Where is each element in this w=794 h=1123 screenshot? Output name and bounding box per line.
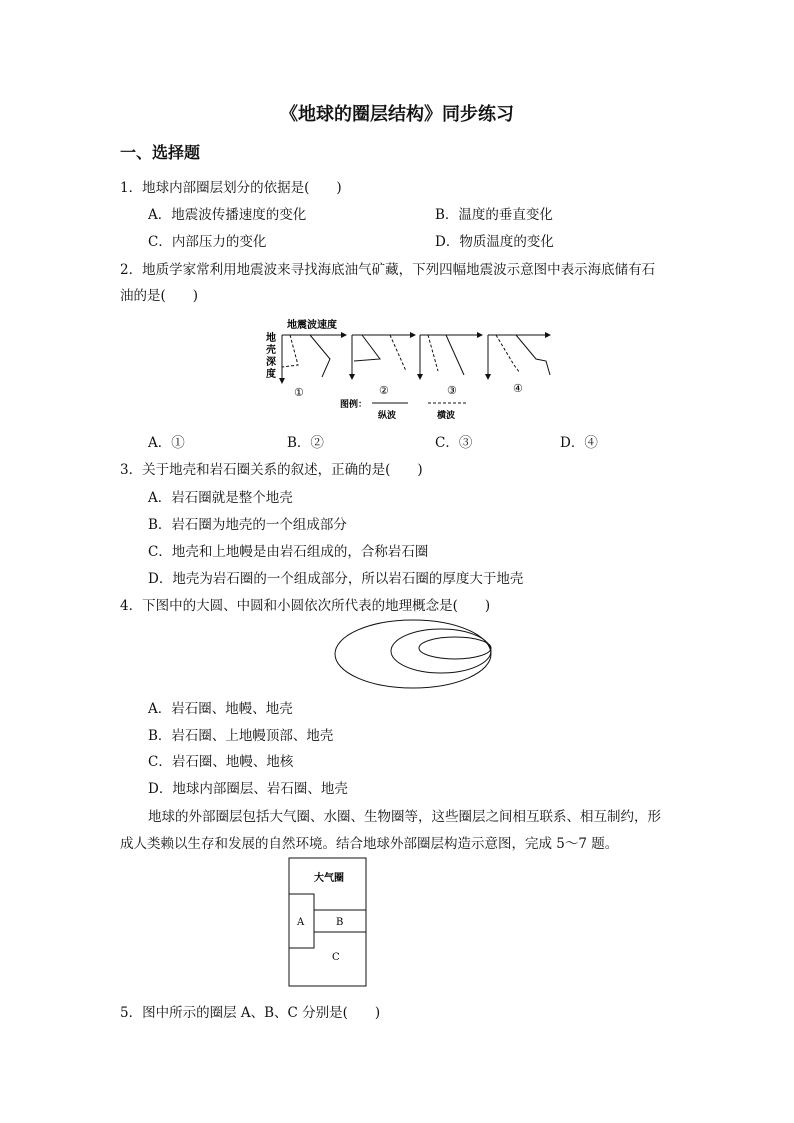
question-2-option-d: D．④ bbox=[560, 435, 598, 451]
question-2-stem-line-1: 2．地质学家常利用地震波来寻找海底油气矿藏，下列四幅地震波示意图中表示海底储有石 bbox=[120, 262, 656, 278]
question-1-stem: 1．地球内部圈层划分的依据是( ) bbox=[120, 180, 342, 196]
figure-top-label: 地震波速度 bbox=[287, 320, 337, 331]
question-2-option-c: C．③ bbox=[435, 435, 473, 451]
page-title: 《地球的圈层结构》同步练习 bbox=[280, 104, 514, 125]
figure-side-label-1: 地 bbox=[266, 333, 276, 344]
question-4-option-b: B．岩石圈、上地幔顶部、地壳 bbox=[148, 728, 334, 744]
wave-panel-4 bbox=[488, 335, 550, 379]
question-2-option-a: A．① bbox=[148, 435, 185, 451]
question-1-option-d: D．物质温度的变化 bbox=[435, 234, 554, 250]
figure-side-label-3: 深 bbox=[266, 357, 276, 368]
section-heading: 一、选择题 bbox=[120, 143, 201, 162]
question-1-option-b: B．温度的垂直变化 bbox=[435, 207, 553, 223]
medium-ellipse bbox=[391, 629, 491, 673]
legend-solid-label: 纵波 bbox=[378, 411, 397, 421]
question-3-option-b: B．岩石圈为地壳的一个组成部分 bbox=[148, 517, 347, 533]
concentric-ellipses-figure bbox=[333, 618, 493, 690]
seismic-wave-figure bbox=[260, 315, 560, 425]
label-c: C bbox=[332, 952, 340, 963]
question-5-stem: 5．图中所示的圈层 A、B、C 分别是( ) bbox=[120, 1005, 381, 1021]
figure-side-label-4: 度 bbox=[266, 369, 276, 380]
wave-panel-1 bbox=[282, 335, 346, 383]
legend-dashed-label: 横波 bbox=[437, 411, 456, 421]
question-3-stem: 3．关于地壳和岩石圈关系的叙述，正确的是( ) bbox=[120, 462, 423, 478]
large-ellipse bbox=[335, 620, 491, 688]
figure-number-3: ③ bbox=[447, 384, 457, 397]
outer-sphere-figure bbox=[288, 857, 368, 989]
question-4-option-a: A．岩石圈、地幔、地壳 bbox=[148, 701, 293, 717]
small-ellipse bbox=[419, 637, 491, 659]
label-b: B bbox=[336, 917, 344, 928]
question-3-option-d: D．地壳为岩石圈的一个组成部分，所以岩石圈的厚度大于地壳 bbox=[148, 571, 524, 587]
question-4-stem: 4．下图中的大圆、中圆和小圆依次所代表的地理概念是( ) bbox=[120, 598, 491, 614]
passage-line-1: 地球的外部圈层包括大气圈、水圈、生物圈等，这些圈层之间相互联系、相互制约，形 bbox=[148, 809, 661, 825]
question-3-option-a: A．岩石圈就是整个地壳 bbox=[148, 490, 293, 506]
label-a: A bbox=[297, 917, 305, 928]
figure-number-4: ④ bbox=[513, 382, 523, 395]
wave-panel-2 bbox=[352, 335, 415, 379]
figure-side-label-2: 壳 bbox=[266, 345, 276, 356]
passage-line-2: 成人类赖以生存和发展的自然环境。结合地球外部圈层构造示意图，完成 5～7 题。 bbox=[120, 836, 619, 852]
question-1-option-c: C．内部压力的变化 bbox=[148, 234, 267, 250]
figure-number-1: ① bbox=[294, 386, 304, 399]
question-4-option-c: C．岩石圈、地幔、地核 bbox=[148, 754, 294, 770]
question-2-stem-line-2: 油的是( ) bbox=[120, 288, 199, 304]
label-atmosphere: 大气圈 bbox=[314, 873, 344, 884]
question-1-option-a: A．地震波传播速度的变化 bbox=[148, 207, 307, 223]
question-4-option-d: D．地球内部圈层、岩石圈、地壳 bbox=[148, 781, 348, 797]
question-2-option-b: B．② bbox=[287, 435, 324, 451]
wave-panel-3 bbox=[420, 335, 482, 379]
question-3-option-c: C．地壳和上地幔是由岩石组成的，合称岩石圈 bbox=[148, 544, 429, 560]
legend-title: 图例： bbox=[340, 400, 368, 410]
figure-number-2: ② bbox=[379, 384, 389, 397]
